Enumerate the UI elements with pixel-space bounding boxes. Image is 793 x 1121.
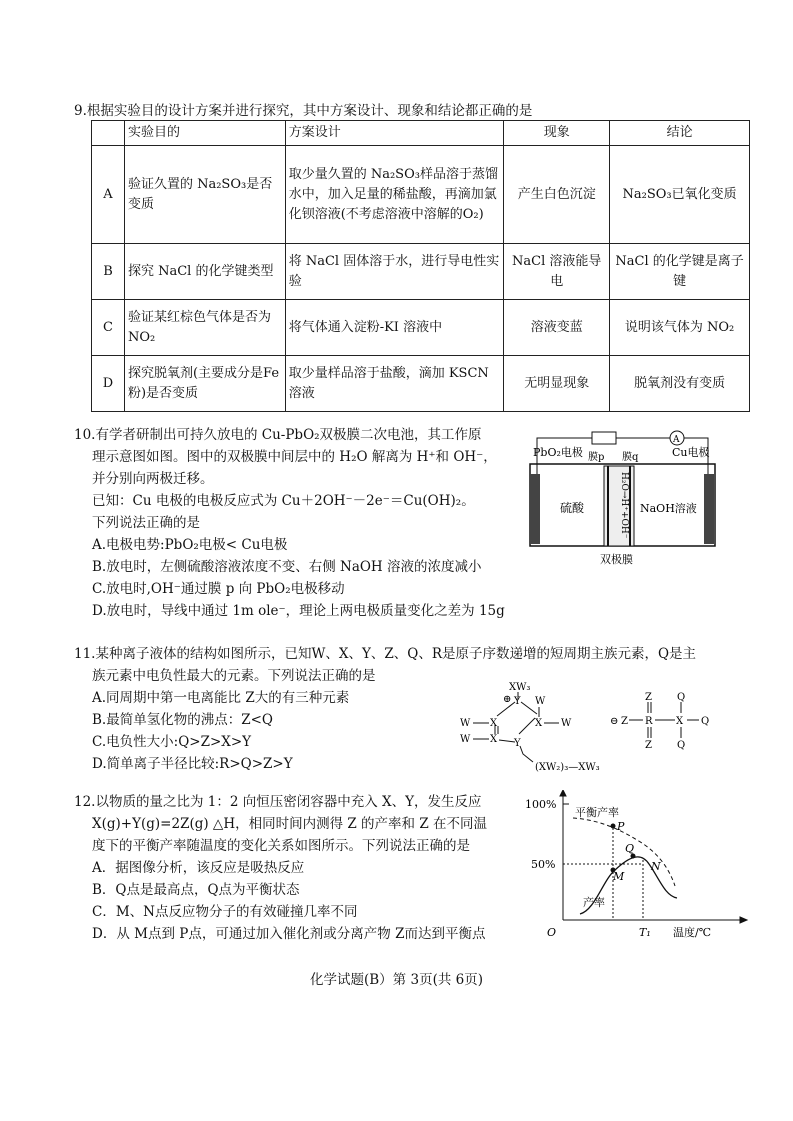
q10-line: 理示意图如图。图中的双极膜中间层中的 H₂O 解离为 H⁺和 OH⁻， xyxy=(92,449,497,465)
plus-sign: ⊕ xyxy=(503,694,512,705)
cell-design: 取少量样品溶于盐酸，滴加 KSCN 溶液 xyxy=(285,356,504,412)
cell-conclusion: NaCl 的化学键是离子键 xyxy=(610,244,750,300)
atom-y: Y xyxy=(514,738,521,749)
atom-z: Z xyxy=(621,716,628,727)
ionic-liquid-structure xyxy=(455,680,745,780)
q11-option: A.同周期中第一电离能比 Z大的有三种元素 xyxy=(92,690,350,706)
atom-x: X xyxy=(490,718,498,729)
table-header-cell xyxy=(92,121,125,146)
q12-option: B．Q点是最高点，Q点为平衡状态 xyxy=(92,882,300,898)
ammeter-icon: A xyxy=(673,435,680,445)
row-label: D xyxy=(92,356,125,412)
bipolar-label: 双极膜 xyxy=(600,553,633,566)
row-label: B xyxy=(92,244,125,300)
y-100-label: 100% xyxy=(525,798,557,811)
atom-z: Z xyxy=(645,692,652,703)
cell-purpose: 探究 NaCl 的化学键类型 xyxy=(124,244,285,300)
cell-phenomenon: 产生白色沉淀 xyxy=(504,146,610,244)
q12-line: 12.以物质的量之比为 1：2 向恒压密闭容器中充入 X、Y，发生反应 xyxy=(74,794,482,810)
q12-option: D．从 M点到 P点，可通过加入催化剂或分离产物 Z而达到平衡点 xyxy=(92,926,486,942)
cell-design: 将 NaCl 固体溶于水，进行导电性实验 xyxy=(285,244,504,300)
point-p xyxy=(611,824,616,829)
q10-option: A.电极电势:PbO₂电极< Cu电极 xyxy=(92,537,288,553)
cell-purpose: 验证某红棕色气体是否为 NO₂ xyxy=(124,300,285,356)
cell-phenomenon: 溶液变蓝 xyxy=(504,300,610,356)
table-header-cell: 方案设计 xyxy=(285,121,504,146)
row-label: A xyxy=(92,146,125,244)
atom-w: W xyxy=(535,696,546,707)
yield-label: 产率 xyxy=(583,896,605,909)
q10-option: B.放电时，左侧硫酸溶液浓度不变、右侧 NaOH 溶液的浓度减小 xyxy=(92,559,482,575)
atom-w: W xyxy=(460,734,471,745)
cell-conclusion: 脱氧剂没有变质 xyxy=(610,356,750,412)
atom-q: Q xyxy=(677,740,686,751)
q10-block xyxy=(74,424,514,622)
table-header-row xyxy=(92,121,750,146)
cell-conclusion: 说明该气体为 NO₂ xyxy=(610,300,750,356)
t1-label: T₁ xyxy=(639,926,651,939)
atom-w: W xyxy=(561,718,572,729)
pbo2-label: PbO₂电极 xyxy=(533,446,583,459)
table-row xyxy=(92,300,750,356)
cell-design: 取少量久置的 Na₂SO₃样品溶于蒸馏水中，加入足量的稀盐酸，再滴加氯化钡溶液(不考虑溶液中溶解的O₂) xyxy=(285,146,504,244)
q11-option: D.简单离子半径比较:R>Q>Z>Y xyxy=(92,756,293,772)
q10-line: 10.有学者研制出可持久放电的 Cu-PbO₂双极膜二次电池，其工作原 xyxy=(74,427,482,443)
q9-stem: 9.根据实验目的设计方案并进行探究，其中方案设计、现象和结论都正确的是 xyxy=(74,103,533,119)
p-label: P xyxy=(617,820,625,833)
row-label: C xyxy=(92,300,125,356)
table-header-cell: 实验目的 xyxy=(124,121,285,146)
q12-line: X(g)+Y(g)=2Z(g) △H，相同时间内测得 Z 的产率和 Z 在不同温 xyxy=(92,816,488,832)
cell-purpose: 验证久置的 Na₂SO₃是否变质 xyxy=(124,146,285,244)
table-row xyxy=(92,146,750,244)
q11-line: 11.某种离子液体的结构如图所示，已知W、X、Y、Z、Q、R是原子序数递增的短周期主族元素，Q是主 xyxy=(74,646,697,662)
origin-label: O xyxy=(547,926,557,939)
experiment-table xyxy=(91,120,750,412)
q11-line: 族元素中电负性最大的元素。下列说法正确的是 xyxy=(92,668,376,684)
battery-diagram xyxy=(520,426,720,572)
cell-phenomenon: NaCl 溶液能导电 xyxy=(504,244,610,300)
yield-temperature-graph xyxy=(525,790,750,946)
atom-z: Z xyxy=(645,740,652,751)
cell-design: 将气体通入淀粉-KI 溶液中 xyxy=(285,300,504,356)
q10-line: 已知：Cu 电极的电极反应式为 Cu＋2OH⁻－2e⁻＝Cu(OH)₂。 xyxy=(92,493,475,509)
dissociation-label: H₂O→H⁺+OH⁻ xyxy=(619,472,629,539)
membrane-q-label: 膜q xyxy=(622,452,639,463)
atom-q: Q xyxy=(701,716,710,727)
q12-option: A．据图像分析，该反应是吸热反应 xyxy=(92,860,305,876)
cell-phenomenon: 无明显现象 xyxy=(504,356,610,412)
q10-line: 下列说法正确的是 xyxy=(92,515,200,531)
cell-purpose: 探究脱氧剂(主要成分是Fe粉)是否变质 xyxy=(124,356,285,412)
membrane-p-label: 膜p xyxy=(588,452,605,463)
n-label: N xyxy=(651,860,661,873)
cu-label: Cu电极 xyxy=(672,446,710,459)
left-solution-label: 硫酸 xyxy=(560,501,585,515)
alkyl-chain-label: (XW₂)₃—XW₃ xyxy=(535,762,600,773)
y-50-label: 50% xyxy=(531,858,556,871)
table-row xyxy=(92,244,750,300)
atom-y: Y xyxy=(514,696,521,707)
q12-line: 度下的平衡产率随温度的变化关系如图所示。下列说法正确的是 xyxy=(92,838,470,854)
q11-option: B.最简单氢化物的沸点：Z<Q xyxy=(92,712,273,728)
x-axis-label: 温度/℃ xyxy=(673,926,712,939)
m-label: M xyxy=(613,870,625,883)
table-row xyxy=(92,356,750,412)
table-header-cell: 现象 xyxy=(504,121,610,146)
pbo2-electrode xyxy=(530,474,540,544)
xw3-top-label: XW₃ xyxy=(509,682,531,693)
atom-r: R xyxy=(645,716,653,727)
cell-conclusion: Na₂SO₃已氧化变质 xyxy=(610,146,750,244)
atom-w: W xyxy=(460,718,471,729)
q12-block xyxy=(74,791,514,945)
equilibrium-yield-label: 平衡产率 xyxy=(575,806,619,819)
q-label: Q xyxy=(625,842,635,855)
atom-x: X xyxy=(676,716,684,727)
q10-option: D.放电时，导线中通过 1m ole⁻，理论上两电极质量变化之差为 15g xyxy=(92,603,505,619)
right-solution-label: NaOH溶液 xyxy=(640,502,697,515)
atom-x: X xyxy=(490,734,498,745)
cu-electrode xyxy=(704,474,714,544)
q12-option: C．M、N点反应物分子的有效碰撞几率不同 xyxy=(92,904,358,920)
q10-line: 并分别向两极迁移。 xyxy=(92,471,214,487)
q10-option: C.放电时,OH⁻通过膜 p 向 PbO₂电极移动 xyxy=(92,581,345,597)
atom-q: Q xyxy=(677,692,686,703)
q11-option: C.电负性大小:Q>Z>X>Y xyxy=(92,734,252,750)
page-footer: 化学试题(B）第 3页(共 6页) xyxy=(310,972,483,988)
minus-sign: ⊖ xyxy=(610,716,619,727)
atom-x: X xyxy=(535,718,543,729)
table-header-cell: 结论 xyxy=(610,121,750,146)
